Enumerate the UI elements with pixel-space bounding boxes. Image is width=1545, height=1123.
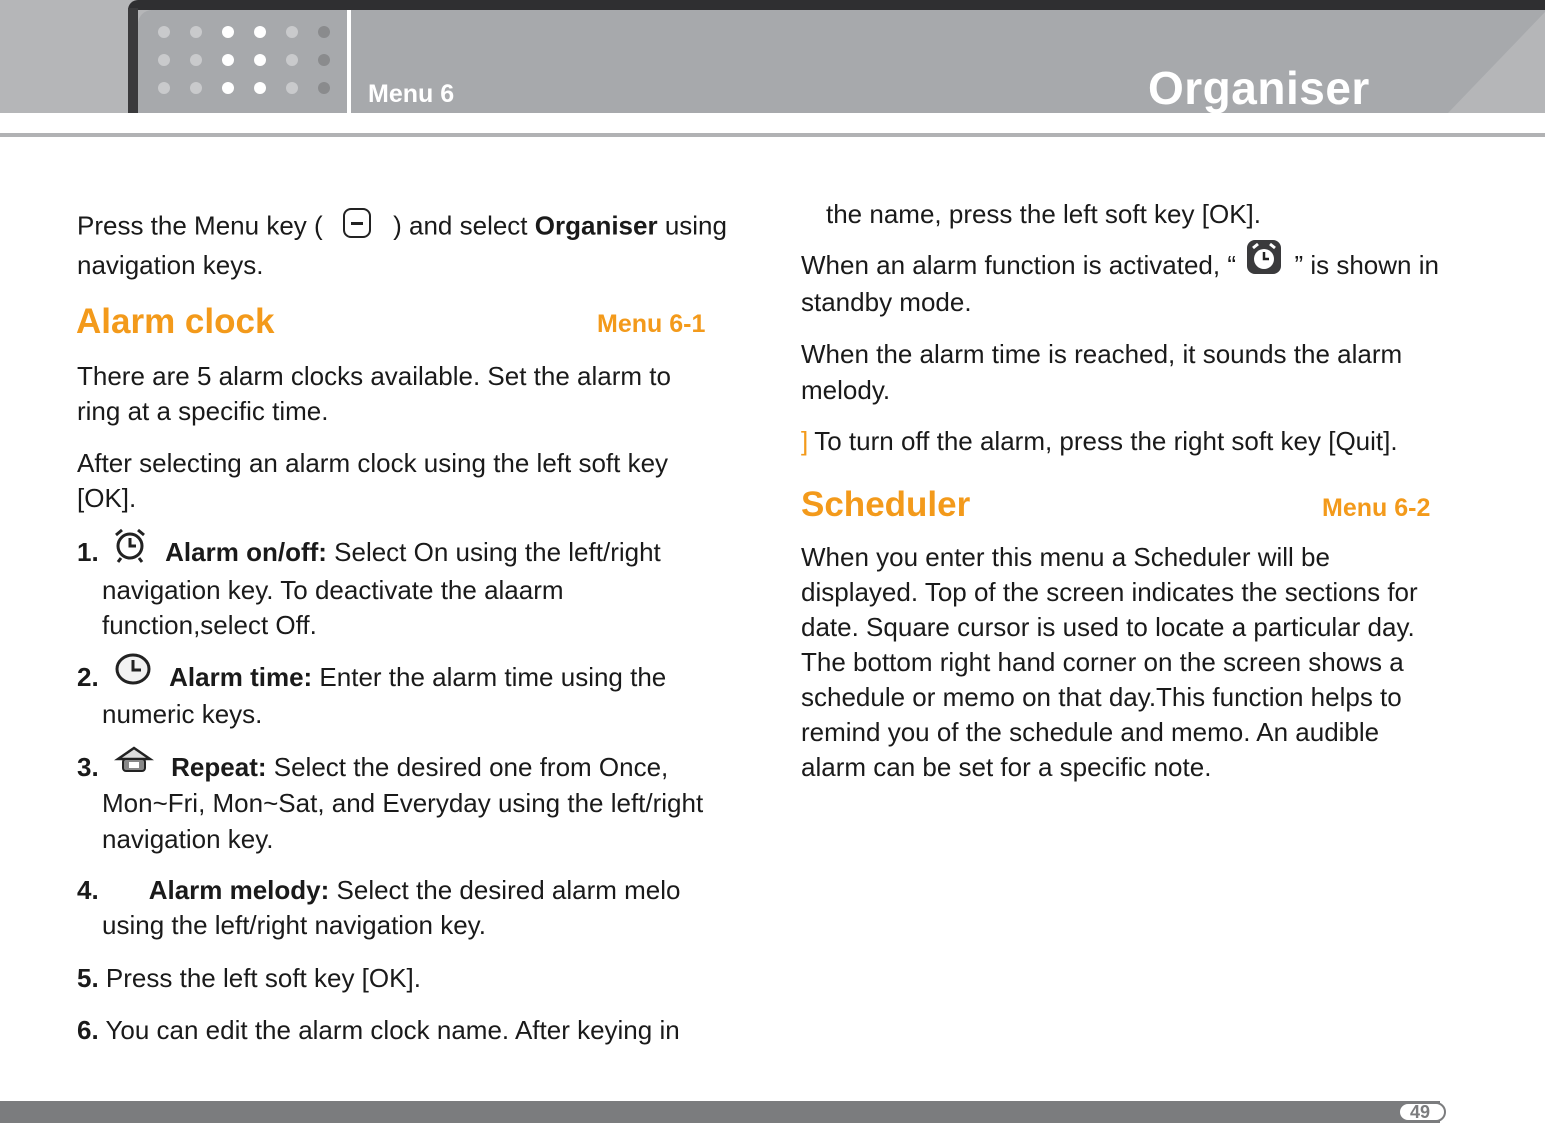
item-bold: Alarm melody:: [148, 875, 330, 905]
active-post: ” is shown in standby mode.: [801, 250, 1439, 317]
item-text: You can edit the alarm clock name. After keying in: [98, 1015, 680, 1045]
item-6-continued: [826, 197, 1446, 232]
active-pre: When an alarm function is activated, “: [801, 250, 1236, 280]
item-number: 4.: [77, 875, 99, 905]
item-bold: Repeat:: [171, 752, 267, 782]
item-text: Press the left soft key [OK].: [98, 963, 421, 993]
quit-bullet: [801, 424, 1441, 459]
header-top-edge: [128, 0, 1545, 10]
alarm-para-2-text: After selecting an alarm clock using the left soft key [OK].: [77, 448, 669, 513]
intro-pre: Press the Menu key (: [77, 210, 323, 241]
header-left-edge: [128, 8, 138, 113]
intro-paragraph: [77, 207, 727, 283]
alarm-clock-icon: [110, 526, 150, 573]
bullet-mark: ]: [801, 426, 809, 456]
bullet-text: To turn off the alarm, press the right soft key [Quit].: [814, 426, 1398, 456]
alarm-para-1: [77, 359, 707, 429]
repeat-icon: [114, 745, 154, 784]
alarm-heading: Alarm clock: [76, 302, 275, 341]
header-divider: [347, 10, 351, 113]
menu-key-icon: [342, 207, 372, 248]
continued-text: the name, press the left soft key [OK].: [826, 199, 1261, 229]
list-item: [77, 749, 727, 857]
footer-bar: [0, 1101, 1440, 1123]
list-item: [77, 873, 727, 943]
alarm-active-icon: [1245, 238, 1283, 285]
intro-tail: using navigation keys.: [77, 210, 727, 280]
list-item: [77, 535, 727, 643]
header-rule: [0, 133, 1545, 137]
item-bold: Alarm on/off:: [165, 537, 327, 567]
item-number: 5.: [77, 963, 99, 993]
menu-label: Menu 6: [368, 80, 455, 108]
list-item: [77, 961, 727, 996]
item-text: Select the desired one from Once, Mon~Fri, Mon~Sat, and Everyday using the left/right navigation key.: [102, 752, 704, 854]
item-number: 3.: [77, 752, 99, 782]
scheduler-paragraph: [801, 540, 1441, 785]
scheduler-heading: Scheduler: [801, 485, 971, 524]
item-number: 2.: [77, 662, 99, 692]
item-text: Enter the alarm time using the numeric keys.: [102, 662, 667, 729]
item-number: 1.: [77, 537, 99, 567]
alarm-active-paragraph: [801, 248, 1441, 320]
reached-text: When the alarm time is reached, it sounds the alarm melody.: [801, 339, 1403, 405]
page-title: Organiser: [1148, 62, 1370, 114]
intro-post: ) and select: [393, 210, 535, 241]
item-number: 6.: [77, 1015, 99, 1045]
list-item: [77, 660, 727, 732]
scheduler-text: When you enter this menu a Scheduler will be displayed. Top of the screen indicates the sections for date. Square cursor is used to locate a particular day. The bottom right hand corner on the screen shows a schedule or memo on that day.This function helps to remind you of the schedule and memo. An audible alarm can be set for a specific note.: [801, 542, 1418, 782]
alarm-reached-paragraph: [801, 336, 1441, 408]
item-text: Select On using the left/right navigation key. To deactivate the alaarm function,select Off.: [102, 537, 661, 640]
item-text: Select the desired alarm melo using the left/right navigation key.: [102, 875, 681, 940]
clock-icon: [114, 652, 152, 697]
alarm-menu-ref: Menu 6-1: [597, 310, 706, 338]
list-item: [77, 1013, 727, 1048]
dot-grid-decoration: [158, 26, 334, 98]
alarm-para-1-text: There are 5 alarm clocks available. Set the alarm to ring at a specific time.: [77, 361, 671, 426]
alarm-para-2: [77, 446, 707, 516]
scheduler-menu-ref: Menu 6-2: [1322, 494, 1431, 522]
page-number: 49: [1409, 1102, 1431, 1122]
item-bold: Alarm time:: [169, 662, 313, 692]
intro-bold: Organiser: [534, 210, 658, 241]
